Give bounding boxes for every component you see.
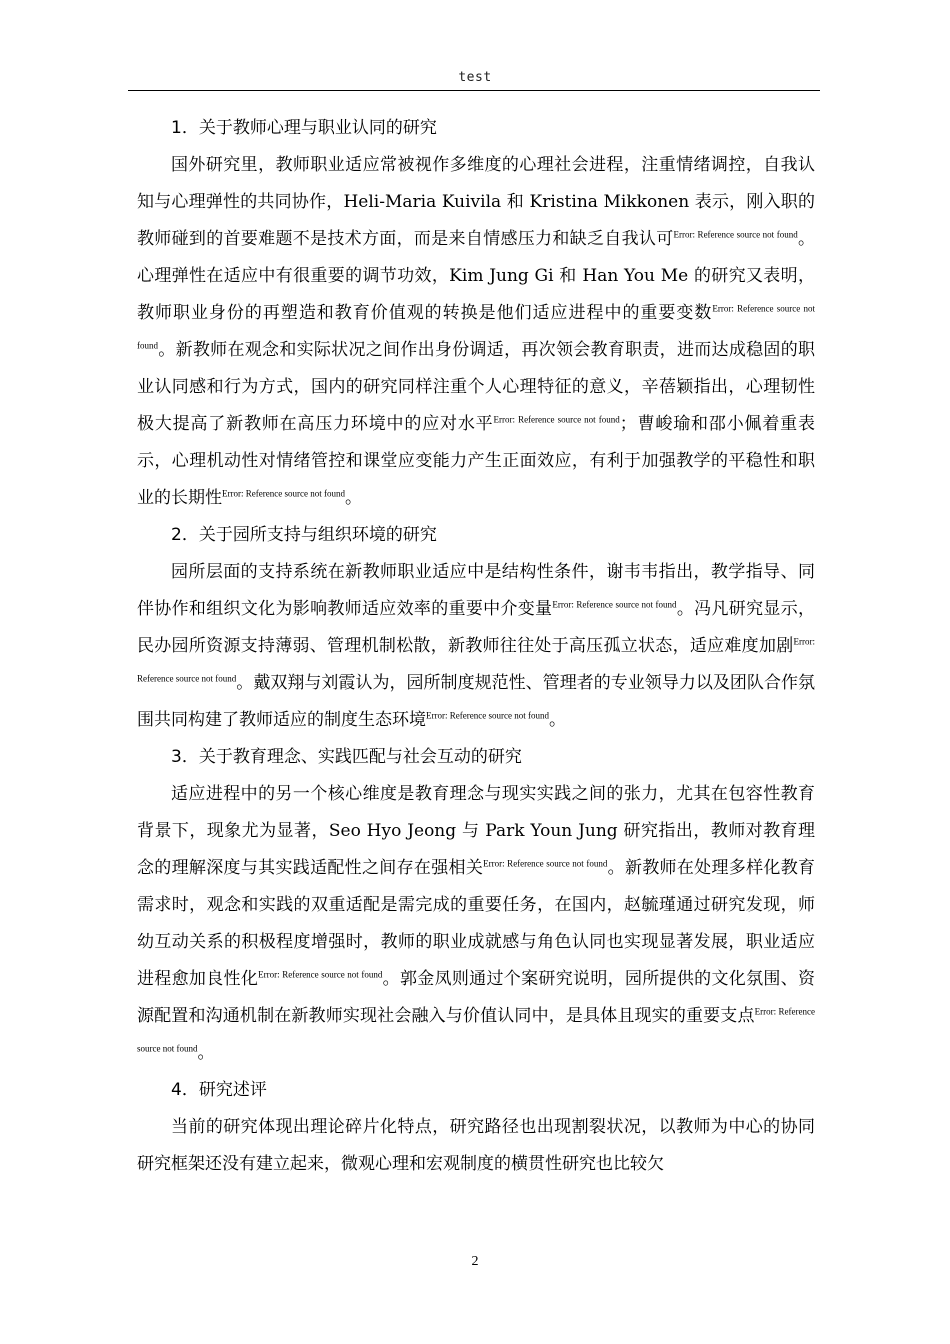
- paragraph-text: 适应进程中的另一个核心维度是教育理念与现实实践之间的张力，尤其在包容性教育背景下，现象尤为显著，Seo Hyo Jeong 与 Park Youn Jung 研究指出，教师对教育理念的理解深度与其实践适配性之间存在强相关: [137, 784, 815, 878]
- reference-error: Error: Reference source not found: [552, 599, 677, 610]
- paragraph-text: 。戴双翔与刘霞认为，园所制度规范性、管理者的专业领导力以及团队合作氛围共同构建了教师适应的制度生态环境: [137, 673, 815, 730]
- paragraph-text: 。: [197, 1043, 215, 1063]
- section-heading-3: 3．关于教育理念、实践匹配与社会互动的研究: [171, 747, 522, 767]
- reference-error: Error: Reference source not found: [493, 414, 620, 425]
- reference-error: Error: Reference source not found: [426, 710, 549, 721]
- section-paragraph-2: [137, 554, 815, 739]
- section-paragraph-4: [137, 1109, 815, 1183]
- paragraph-text: 。冯凡研究显示，民办园所资源支持薄弱、管理机制松散，新教师往往处于高压孤立状态，适应难度加剧: [137, 599, 816, 656]
- reference-error: Error: Reference source not found: [258, 969, 383, 980]
- document-body: [137, 110, 815, 1183]
- section-heading-1: 1．关于教师心理与职业认同的研究: [171, 118, 437, 138]
- reference-error: Error: Reference source not found: [137, 1006, 815, 1054]
- paragraph-text: 。: [548, 710, 566, 730]
- paragraph-text: 。心理弹性在适应中有很重要的调节功效，Kim Jung Gi 和 Han You Me 的研究又表明，教师职业身份的再塑造和教育价值观的转换是他们适应进程中的重要变数: [137, 229, 816, 323]
- reference-error: Error: Reference source not found: [222, 488, 345, 499]
- running-header: test: [458, 70, 492, 85]
- section-heading-4: 4．研究述评: [171, 1080, 267, 1100]
- paragraph-text: 园所层面的支持系统在新教师职业适应中是结构性条件，谢韦韦指出，教学指导、同伴协作和组织文化为影响教师适应效率的重要中介变量: [137, 562, 815, 619]
- section-paragraph-1: [137, 147, 815, 517]
- paragraph-text: 国外研究里，教师职业适应常被视作多维度的心理社会进程，注重情绪调控，自我认知与心理弹性的共同协作，Heli-Maria Kuivila 和 Kristina Mikkonen 表示，刚入职的教师碰到的首要难题不是技术方面，而是来自情感压力和缺乏自我认可: [137, 155, 815, 249]
- paragraph-text: 。: [344, 488, 362, 508]
- paragraph-text: 。新教师在处理多样化教育需求时，观念和实践的双重适配是需完成的重要任务，在国内，赵毓瑾通过研究发现，师幼互动关系的积极程度增强时，教师的职业成就感与角色认同也实现显著发展，职业适应进程愈加良性化: [137, 858, 816, 989]
- page-number: 2: [471, 1254, 479, 1269]
- reference-error: Error: Reference source not found: [483, 858, 608, 869]
- reference-error: Error: Reference source not found: [673, 229, 798, 240]
- paragraph-text: 。郭金凤则通过个案研究说明，园所提供的文化氛围、资源配置和沟通机制在新教师实现社会融入与价值认同中，是具体且现实的重要支点: [137, 969, 816, 1026]
- paragraph-text: 当前的研究体现出理论碎片化特点，研究路径也出现割裂状况，以教师为中心的协同研究框架还没有建立起来，微观心理和宏观制度的横贯性研究也比较欠: [137, 1117, 815, 1174]
- section-paragraph-3: [137, 776, 815, 1072]
- paragraph-text: 。新教师在观念和实际状况之间作出身份调适，再次领会教育职责，进而达成稳固的职业认同感和行为方式，国内的研究同样注重个人心理特征的意义，辛蓓颖指出，心理韧性极大提高了新教师在高压力环境中的应对水平: [137, 340, 815, 434]
- header-divider: [128, 90, 820, 91]
- paragraph-text: ；曹峻瑜和邵小佩着重表示，心理机动性对情绪管控和课堂应变能力产生正面效应，有利于加强教学的平稳性和职业的长期性: [137, 414, 815, 508]
- section-heading-2: 2．关于园所支持与组织环境的研究: [171, 525, 437, 545]
- reference-error: Error: Reference source not found: [137, 636, 815, 684]
- reference-error: Error: Reference source not found: [137, 303, 815, 351]
